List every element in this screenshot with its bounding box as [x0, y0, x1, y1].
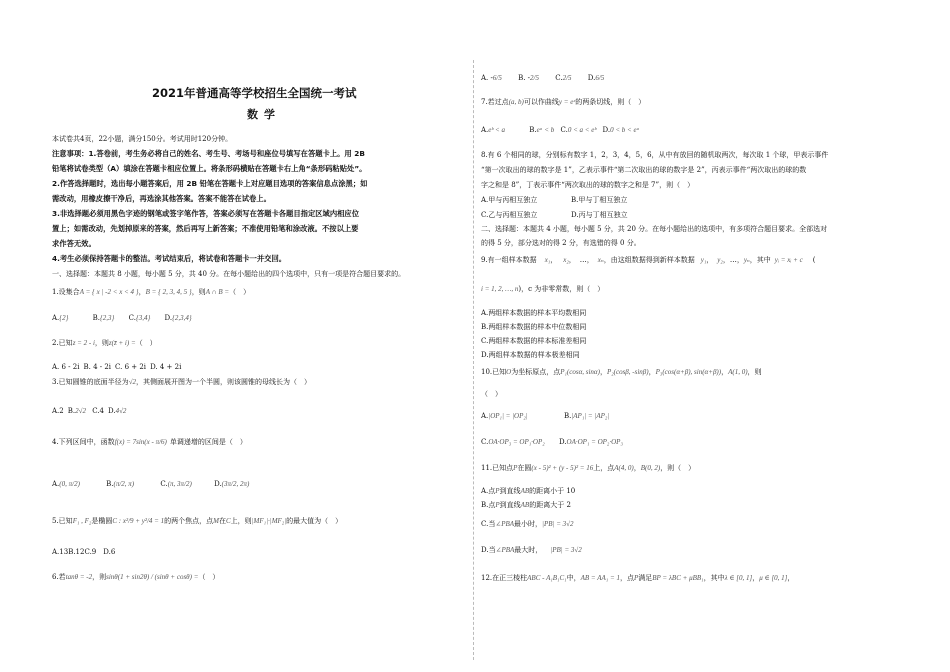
- question-12: 12.在正三棱柱ABC - A₁B₁C₁中，AB = AA₁ = 1，点P满足BP = λBC + μBB₁，其中λ ∈ [0, 1]，μ ∈ [0, 1]，: [481, 574, 795, 582]
- question-4: 4.下列区间中，函数f(x) = 7sin(x - π/6) 单调递增的区间是（ ）: [52, 438, 247, 446]
- question-4-options: A.(0, π/2) B.(π/2, π) C.(π, 3π/2) D.(3π/2, 2π): [52, 480, 250, 488]
- question-6-options: A. -6/5 B. -2/5 C.2/5 D.6/5: [481, 74, 605, 82]
- question-3: 3.已知圆锥的底面半径为√2，其侧面展开图为一个半圆，则该圆锥的母线长为（ ）: [52, 378, 312, 386]
- question-1: 1.设集合A = { x | -2 < x < 4 }，B = { 2, 3, 4, 5 }，则A ∩ B =（ ）: [52, 288, 251, 296]
- question-9-option-c: C.两组样本数据的样本标准差相同: [481, 337, 587, 345]
- question-11-option-d: D.当∠PBA最大时， |PB| = 3√2: [481, 546, 582, 554]
- question-11-option-b: B.点P到直线AB的距离大于 2: [481, 501, 571, 509]
- section-2-heading-line-1: 二、选择题：本题共 4 小题，每小题 5 分，共 20 分。在每小题给出的选项中，有多项符合题目要求。全部选对: [481, 225, 828, 233]
- question-3-options: A.2 B.2√2 C.4 D.4√2: [52, 407, 127, 415]
- question-8-line-2: “第一次取出的球的数字是 1”，乙表示事件“第二次取出的球的数字是 2”，丙表示事件“两次取出的球的数: [481, 166, 807, 174]
- question-11-option-c: C.当∠PBA最小时，|PB| = 3√2: [481, 520, 574, 528]
- question-5-options: A.13B.12C.9 D.6: [52, 548, 116, 556]
- question-7-options: A.eᵇ < a B.eᵃ < b C.0 < a < eᵇ D.0 < b < eᵃ: [481, 126, 640, 134]
- question-10: 10.已知O为坐标原点，点P₁(cosα, sinα)，P₂(cosβ, -sinβ)，P₃(cos(α+β), sin(α+β))，A(1, 0)，则: [481, 368, 762, 376]
- set-b: B = { 2, 3, 4, 5 }: [145, 288, 192, 296]
- set-a: A = { x | -2 < x < 4 }: [79, 288, 139, 296]
- question-6: 6.若tanθ = -2，则sinθ(1 + sin2θ) / (sinθ + cosθ) =（ ）: [52, 573, 220, 581]
- question-7: 7.若过点(a, b)可以作曲线y = eˣ的两条切线，则（ ）: [481, 98, 646, 106]
- intro-text: 本试卷共4页，22小题，满分150分。考试用时120分钟。: [52, 135, 233, 143]
- note-line-2: 铅笔将试卷类型（A）填涂在答题卡相应位置上。将条形码横贴在答题卡右上角“条形码粘贴处”。: [52, 164, 367, 173]
- question-11: 11.已知点P在圆(x - 5)² + (y - 5)² = 16上，点A(4, 0)，B(0, 2)，则（ ）: [481, 464, 696, 472]
- question-8-option-d: D.丙与丁相互独立: [571, 211, 628, 219]
- question-9-option-b: B.两组样本数据的样本中位数相同: [481, 323, 587, 331]
- question-9-option-d: D.两组样本数据的样本极差相同: [481, 351, 580, 359]
- note-line-4: 需改动，用橡皮擦干净后，再选涂其他答案。答案不能答在试卷上。: [52, 194, 271, 203]
- question-10-options-ab: A.|OP₁| = |OP₂| B.|AP₁| = |AP₂|: [481, 412, 610, 420]
- question-8-line-1: 8.有 6 个相同的球，分别标有数字 1，2，3，4，5，6，从中有放回的随机取两次，每次取 1 个球，甲表示事件: [481, 151, 829, 159]
- note-line-3: 2.作答选择题时，选出每小题答案后，用 2B 铅笔在答题卡上对应题目选项的答案信息点涂黑；如: [52, 179, 368, 188]
- section-1-heading: 一、选择题：本题共 8 小题，每小题 5 分，共 40 分。在每小题给出的四个选项中，只有一项是符合题目要求的。: [52, 270, 406, 278]
- section-2-heading-line-2: 的得 5 分，部分选对的得 2 分，有选错的得 0 分。: [481, 239, 641, 247]
- note-line-5: 3.非选择题必须用黑色字迹的钢笔或签字笔作答，答案必须写在答题卡各题目指定区域内相应位: [52, 209, 360, 218]
- question-9-line-2: i = 1, 2, …, n)，c 为非零常数，则（ ）: [481, 285, 605, 293]
- question-2-options: A. 6 - 2i B. 4 - 2i C. 6 + 2i D. 4 + 2i: [52, 363, 182, 371]
- question-5: 5.已知F₁ , F₂是椭圆C : x²/9 + y²/4 = 1的两个焦点，点M在C上，则|MF₁|·|MF₂|的最大值为（ ）: [52, 517, 343, 525]
- question-8-option-a: A.甲与丙相互独立: [481, 196, 538, 204]
- question-9-option-a: A.两组样本数据的样本平均数相同: [481, 309, 587, 317]
- exam-title: 2021年普通高等学校招生全国统一考试: [152, 86, 357, 100]
- question-9: 9.有一组样本数据 x₁， x₂， …， xₙ，由这组数据得到新样本数据 y₁， y₂，…，yₙ，其中 yᵢ = xᵢ + c (: [481, 256, 816, 264]
- function-f: f(x) = 7sin(x - π/6): [114, 438, 167, 446]
- question-8-option-c: C.乙与丙相互独立: [481, 211, 538, 219]
- note-line-8: 4.考生必须保持答题卡的整洁。考试结束后，将试卷和答题卡一并交回。: [52, 254, 287, 263]
- question-8-line-3: 字之和是 8”，丁表示事件“两次取出的球的数字之和是 7”，则（ ）: [481, 181, 695, 189]
- column-divider: [473, 60, 474, 660]
- question-2: 2.已知z = 2 - i，则z(z̄ + i) =（ ）: [52, 339, 157, 347]
- question-10-options-cd: C.OA·OP₃ = OP₁·OP₂ D.OA·OP₁ = OP₂·OP₃: [481, 438, 623, 446]
- question-1-options: A.{2} B.{2,3} C.{3,4} D.{2,3,4}: [52, 314, 192, 322]
- note-line-7: 求作答无效。: [52, 239, 96, 248]
- note-line-6: 置上；如需改动，先划掉原来的答案，然后再写上新答案；不准使用铅笔和涂改液。不按以上要: [52, 224, 359, 233]
- question-8-option-b: B.甲与丁相互独立: [571, 196, 628, 204]
- note-line-1: 注意事项：1.答卷前，考生务必将自己的姓名、考生号、考场号和座位号填写在答题卡上。用 2B: [52, 149, 365, 158]
- subject-title: 数学: [247, 108, 281, 121]
- question-11-option-a: A.点P到直线AB的距离小于 10: [481, 487, 576, 495]
- question-10-paren: （ ）: [481, 390, 502, 398]
